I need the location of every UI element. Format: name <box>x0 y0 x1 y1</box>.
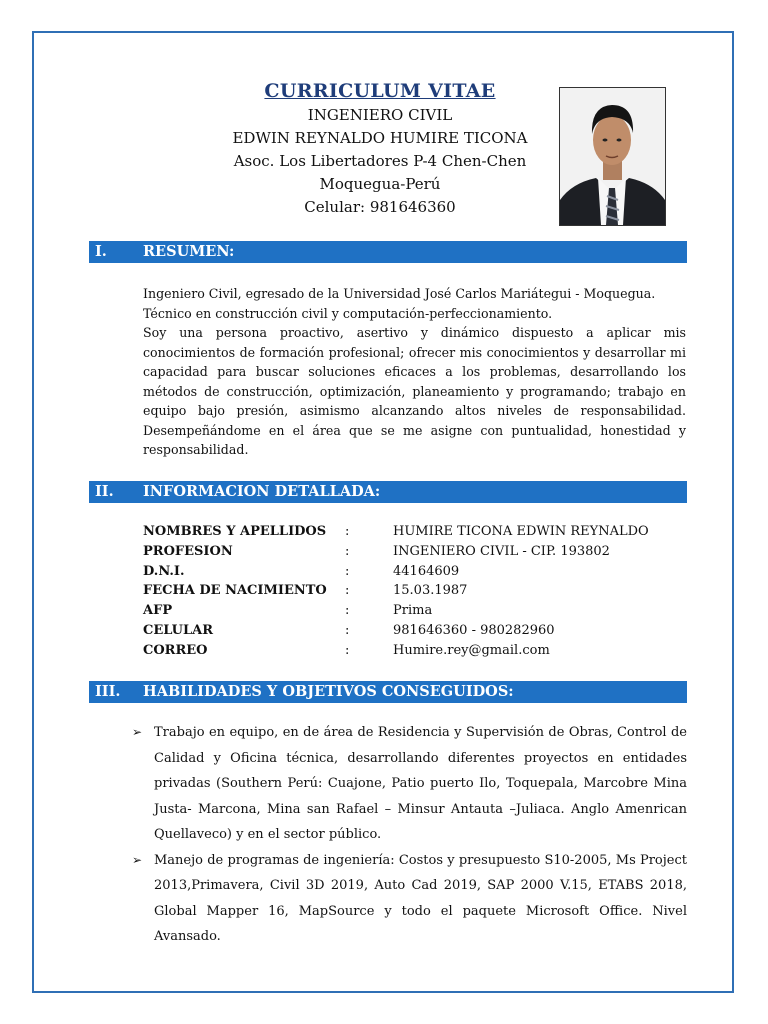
info-row <box>143 601 693 621</box>
info-row <box>143 641 693 661</box>
info-key: NOMBRES Y APELLIDOS <box>143 524 327 539</box>
info-key: CELULAR <box>143 622 214 638</box>
info-value: INGENIERO CIVIL - CIP. 193802 <box>393 543 610 559</box>
cv-title: CURRICULUM VITAE <box>264 80 496 102</box>
section-number: I. <box>95 243 107 260</box>
info-key: D.N.I. <box>143 563 185 579</box>
info-row <box>143 522 693 542</box>
list-item <box>132 848 687 950</box>
arrow-bullet-icon: ➢ <box>132 852 143 867</box>
person-portrait-icon <box>560 88 665 225</box>
info-key: AFP <box>143 603 173 619</box>
full-name: EDWIN REYNALDO HUMIRE TICONA <box>232 129 528 147</box>
arrow-bullet-icon: ➢ <box>132 725 143 739</box>
profile-photo <box>559 87 666 226</box>
info-separator: : <box>345 622 350 638</box>
info-value: 44164609 <box>393 563 460 579</box>
info-table <box>143 522 693 661</box>
resumen-paragraph: Técnico en construcción civil y computación-perfeccionamiento. <box>143 305 553 321</box>
section-label: RESUMEN: <box>143 243 235 260</box>
resumen-paragraph: Soy una persona proactivo, asertivo y dinámico dispuesto a aplicar mis conocimientos de formación profesional; ofrecer mis conocimientos y desarrollar mi capacidad para buscar soluciones eficaces a los problemas, desarrollando los métodos de construcción, optimización, planeamiento y programando; trabajo en equipo bajo presión, asimismo alcanzando altos niveles de responsabilidad. Desempeñándome en el área que se me asigne con puntualidad, honestidad y responsabilidad. <box>143 325 686 457</box>
skill-text: Trabajo en equipo, en de área de Residencia y Supervisión de Obras, Control de Calidad y Oficina técnica, desarrollando diferentes proyectos en entidades privadas (Southern Perú: Cuajone, Patio puerto Ilo, Toquepala, Marcobre Mina Justa- Marcona, Mina san Rafael – Minsur Antauta –Juliaca. Anglo Amenrican Quellaveco) y en el sector público. <box>154 725 687 842</box>
section-number: III. <box>95 683 121 700</box>
info-row <box>143 621 693 641</box>
section-label: HABILIDADES Y OBJETIVOS CONSEGUIDOS: <box>143 683 514 700</box>
info-row <box>143 562 693 582</box>
info-value: 15.03.1987 <box>393 583 468 599</box>
email-value[interactable]: Humire.rey@gmail.com <box>393 642 550 658</box>
info-row <box>143 542 693 562</box>
section-number: II. <box>95 483 114 500</box>
profession: INGENIERO CIVIL <box>307 106 453 124</box>
section-resumen-header <box>89 241 687 263</box>
skill-text: Manejo de programas de ingeniería: Costos y presupuesto S10-2005, Ms Project 2013,Primavera, Civil 3D 2019, Auto Cad 2019, SAP 2000 V.15, ETABS 2018, Global Mapper 16, MapSource y todo el paquete Microsoft Office. Nivel Avansado. <box>154 852 687 944</box>
info-separator: : <box>345 642 350 658</box>
info-value: 981646360 - 980282960 <box>393 622 555 638</box>
info-separator: : <box>345 583 350 599</box>
info-key: CORREO <box>143 642 208 658</box>
cv-header <box>200 78 560 219</box>
info-separator: : <box>345 563 350 579</box>
info-key: FECHA DE NACIMIENTO <box>143 583 327 599</box>
skills-list <box>132 720 687 950</box>
info-value: HUMIRE TICONA EDWIN REYNALDO <box>393 524 649 539</box>
info-key: PROFESION <box>143 543 233 559</box>
city: Moquegua-Perú <box>319 175 441 193</box>
info-separator: : <box>345 524 350 539</box>
section-info-header <box>89 481 687 503</box>
info-row <box>143 581 693 601</box>
resumen-text <box>143 284 686 460</box>
section-skills-header <box>89 681 687 703</box>
info-separator: : <box>345 543 350 559</box>
info-separator: : <box>345 603 350 619</box>
section-label: INFORMACION DETALLADA: <box>143 483 381 500</box>
list-item <box>132 720 687 848</box>
address: Asoc. Los Libertadores P-4 Chen-Chen <box>233 152 527 170</box>
info-value: Prima <box>393 603 433 619</box>
phone: Celular: 981646360 <box>304 198 456 216</box>
resumen-paragraph: Ingeniero Civil, egresado de la Universidad José Carlos Mariátegui - Moquegua. <box>143 286 656 301</box>
